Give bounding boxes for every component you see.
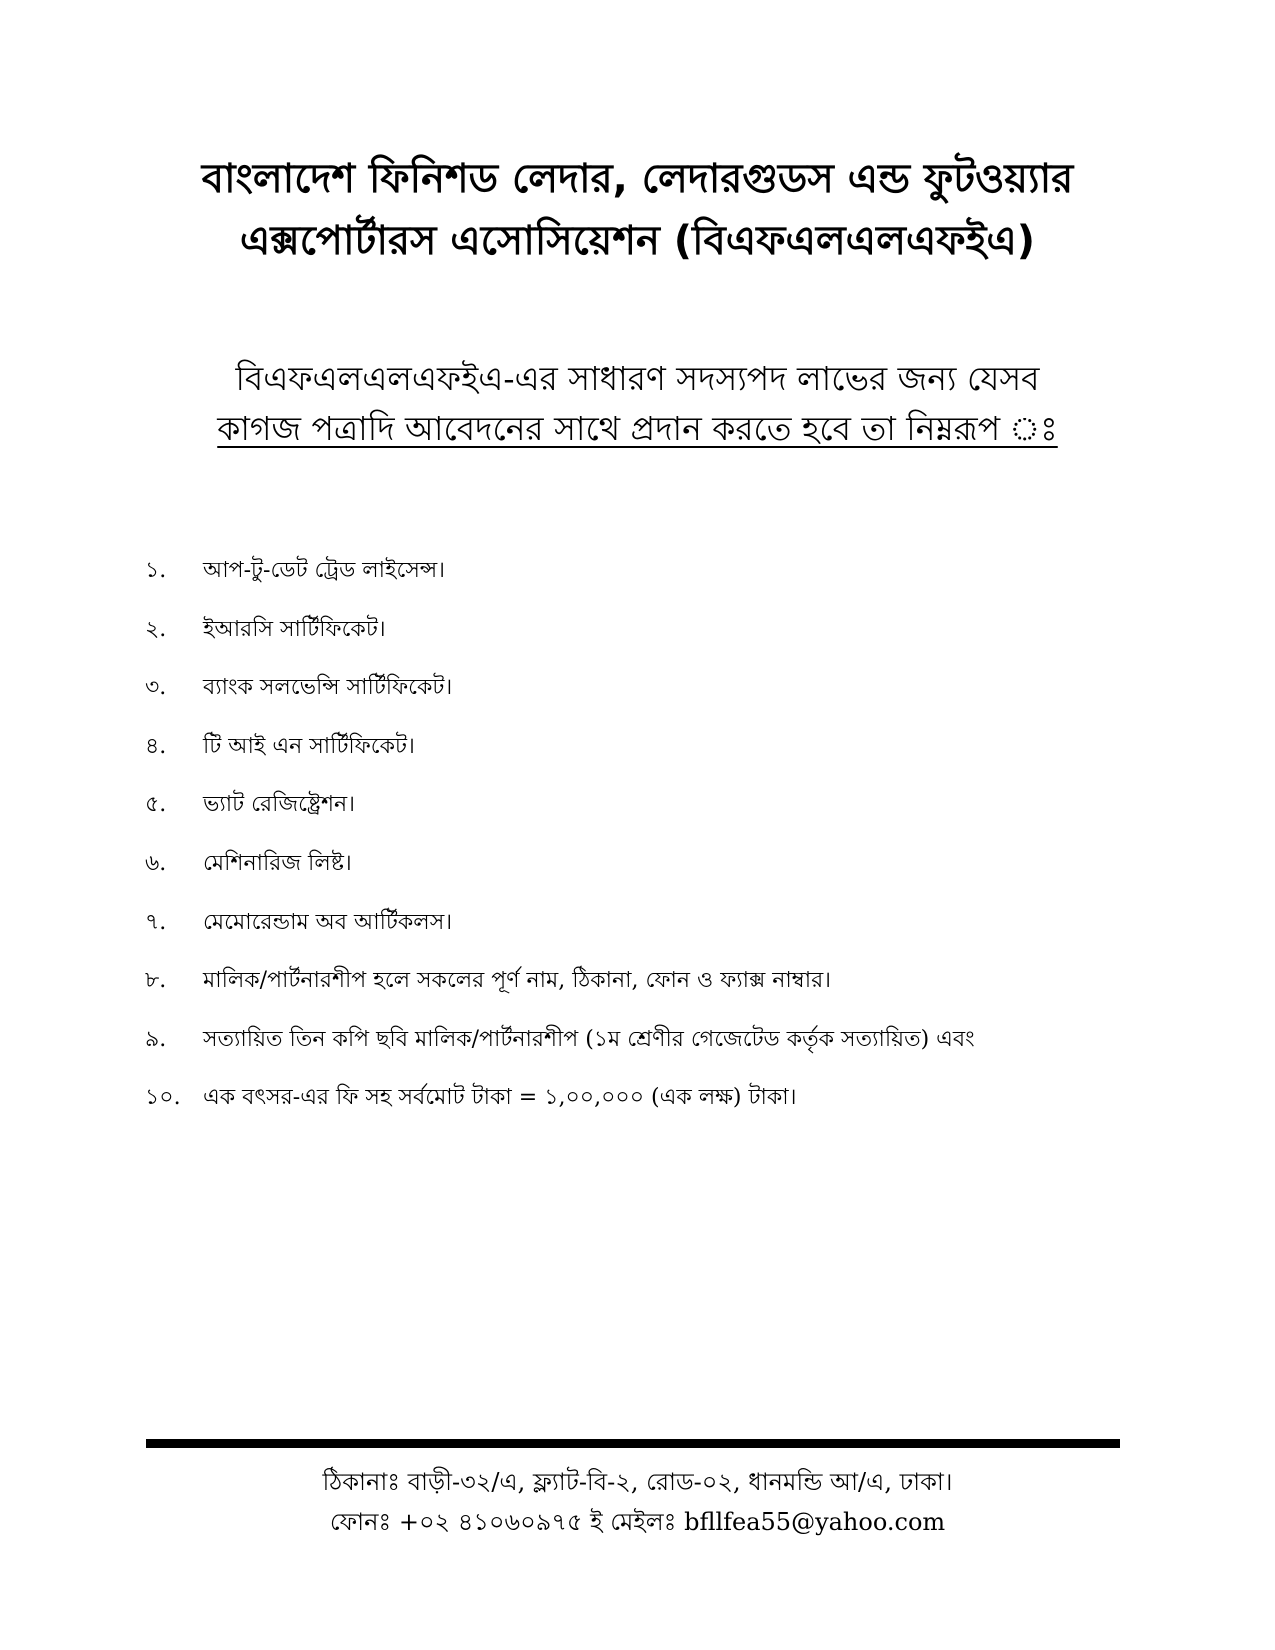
item-number: ১০. [145,1085,181,1111]
item-text: মালিক/পার্টনারশীপ হলে সকলের পূর্ণ নাম, ঠিকানা, ফোন ও ফ্যাক্স নাম্বার। [203,968,832,994]
list-item [145,732,1145,791]
footer-contact-block [100,1462,1175,1542]
list-item [145,673,1145,732]
list-item [145,615,1145,674]
list-item [145,1083,1145,1142]
item-text: সত্যায়িত তিন কপি ছবি মালিক/পার্টনারশীপ (১ম শ্রেণীর গেজেটেড কর্তৃক সত্যায়িত) এবং [203,1026,975,1052]
item-number: ৩. [145,675,167,701]
list-item [145,966,1145,1025]
organization-title-line-2: এক্সপোর্টারস এসোসিয়েশন (বিএফএলএলএফইএ) [239,218,1036,264]
item-number: ৫. [145,792,167,818]
item-number: ৬. [145,850,167,876]
item-text: মেশিনারিজ লিষ্ট। [203,850,352,876]
item-text: ইআরসি সার্টিফিকেট। [203,616,386,642]
footer-phone-email: ফোনঃ +০২ ৪১০৬০৯৭৫ ই মেইলঃ bfllfea55@yahoo.com [329,1508,946,1536]
list-item [145,849,1145,908]
organization-title [100,148,1175,272]
footer-divider [146,1439,1120,1448]
item-number: ১. [145,558,167,583]
membership-requirements-heading [100,354,1175,454]
list-item [145,556,1145,615]
item-text: এক বৎসর-এর ফি সহ সর্বমোট টাকা = ১,০০,০০০ (এক লক্ষ) টাকা। [203,1085,797,1111]
item-number: ৭. [145,909,167,935]
item-number: ২. [145,616,167,642]
item-text: টি আই এন সার্টিফিকেট। [203,733,415,759]
item-text: মেমোরেন্ডাম অব আর্টিকলস। [203,909,453,935]
organization-title-line-1: বাংলাদেশ ফিনিশড লেদার, লেদারগুডস এন্ড ফুটওয়্যার [201,156,1074,202]
heading-line-1: বিএফএলএলএফইএ-এর সাধারণ সদস্যপদ লাভের জন্য যেসব [235,359,1040,398]
list-item [145,908,1145,967]
list-item [145,1025,1145,1084]
heading-line-2: কাগজ পত্রাদি আবেদনের সাথে প্রদান করতে হবে তা নিম্নরূপ ঃ [217,409,1058,448]
list-item [145,790,1145,849]
item-number: ৮. [145,968,167,994]
item-text: ভ্যাট রেজিষ্ট্রেশন। [203,792,356,818]
footer-address: ঠিকানাঃ বাড়ী-৩২/এ, ফ্ল্যাট-বি-২, রোড-০২, ধানমন্ডি আ/এ, ঢাকা। [322,1468,953,1496]
item-number: ৪. [145,733,167,759]
requirements-list [145,556,1145,1142]
item-text: ব্যাংক সলভেন্সি সার্টিফিকেট। [203,675,453,701]
item-text: আপ-টু-ডেট ট্রেড লাইসেন্স। [203,558,446,583]
item-number: ৯. [145,1026,167,1052]
